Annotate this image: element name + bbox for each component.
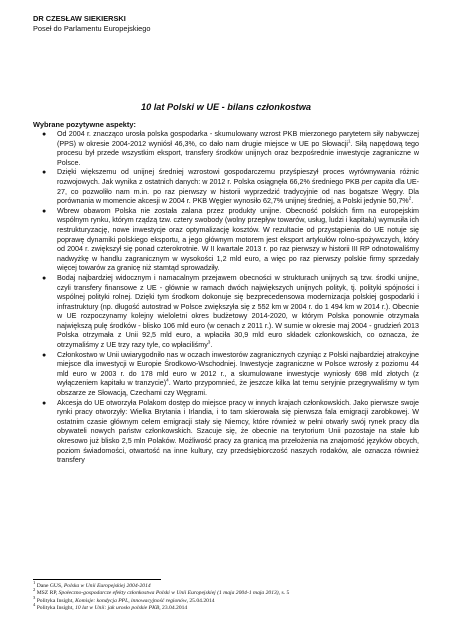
text-segment: dla UE-27, co pozwoliło nam m.in. po raz pierwszy w historii wyprzedzić tradycyjnie od nas bogatsze Węgry. Dla porównania w momencie akcesji w 2004 r. PKB Węgier wynosiło 62,7% unijnej średniej, a Polski jedynie 50,7% (57, 177, 420, 206)
bullet-point (42, 168, 420, 206)
footnote-number: 4 (33, 602, 36, 608)
text-segment: Akcesja do UE otworzyła Polakom dostęp do miejsce pracy w innych krajach członkowskich. Jako pierwsze swoje rynki pracy otworzyły: Wielka Brytania i Irlandia, i to tam skierowała się pierwsza fala emigracji zarobkowej. W ostatnim czasie głównym celem emigracji stały się Niemcy, które również w pełni otwarły swój rynek pracy dla obywateli nowych państw członkowskich. Szacuje się, że obecnie na terytorium Unii pozostaje na stałe lub okresowo już blisko 2,5 mln Polaków. Możliwość pracy za granicą ma przełożenia na znajomość języków obcych, pozіom świadomości, otwartość na inne kultury, czy przedsiębiorczość naszych rodaków, ale oznacza również transfery (57, 398, 419, 465)
footnote-ref: 2 (408, 195, 412, 201)
text-segment: Od 2004 r. znacząco urosła polska gospodarka - skumulowany wzrost PKB mierzonego parytetem siły nabywczej (PPS) w okresie 2004-2012 wyniósł 46,3%, co dało nam drugie miejsce w UE po Słowacji (57, 130, 419, 148)
text-segment: Polityka Insight, (35, 605, 76, 612)
bullet-point (42, 130, 419, 168)
footnote-number: 3 (33, 594, 36, 600)
text-segment: Dane GUS, (35, 583, 64, 589)
text-segment: . (210, 341, 213, 350)
footnote-list (33, 580, 419, 613)
footnote (33, 587, 419, 597)
bullet-icon: ● (42, 207, 47, 215)
italic-text: Społeczno-gospodarcze efekty członkostwa Polski w Unii Europejskiej (1 maja 2004-1 maja 2013) (58, 590, 279, 597)
italic-text: per capita (361, 177, 394, 186)
bullet-point (42, 206, 419, 274)
text-segment: Wbrew obawom Polska nie została zalana przez produkty unijne. Obecność polskich firm na europejskim wspólnym rynku, którym rządzą tzw. cztery swobody (wolny przepływ towarów, usług, ludzi i kapitału) wymusiła ich restrukturyzację, nowe inwestycje oraz optymalizację kosztów. W rezultacie od przystąpienia do UE notuje się poprawę dynamiki polskiego eksportu, a jego głównym motorem jest eksport artykułów rolno-spożywczych, który od 2004 r. zwiększył się ponad czterokrotnie. W II kwartale 2013 r. po raz pierwszy w historii III RP odnotowaliśmy nadwyżkę w handlu zagranicznym w wysokości 1,2 mld euro, a więc po raz pierwszy polskie firmy sprzedały więcej towarów za granicę niż stamtąd sprowadziły. (57, 206, 419, 273)
text-segment: Bodaj najbardziej widocznym i namacalnym przejawem obecności w strukturach unijnych są tzw. środki unijne, czyli transfery finansowe z UE - głównie w ramach dwóch największych unijnych polityk, tj. polityki spójności i wspólnej polityki rolnej. Dzięki tym środkom dokonuje się bezprecedensowa modernizacja polskiej gospodarki i infrastruktury (np. długość autostrad w Polsce zwiększyła się z 552 km w 2004 r. do 1 494 km w 2014 r.). Obecnie w UE rozpoczynamy kolejny wieloletni okres budżetowy 2014-2020, w którym Polska ponownie otrzymała największą pulę środków - blisko 106 mld euro (w cenach z 2011 r.). W sumie w okresie maj 2004 - grudzień 2013 Polska otrzymała z Unii 92,5 mld euro, a wpłaciła 30,9 mld euro składek członkowskich, co oznacza, że otrzymaliśmy z UE trzy razy tyle, co wpłaciliśmy (57, 273, 419, 350)
text-segment: MSZ RP, (35, 590, 59, 597)
footnote-ref: 4 (166, 378, 169, 384)
bullet-icon: ● (42, 169, 47, 177)
footnote (33, 602, 419, 612)
footnotes (33, 579, 419, 613)
bullet-point (42, 273, 419, 351)
bullet-icon: ● (42, 399, 47, 407)
italic-text: 10 lat w Unii: jak urosło polskie PKB (75, 605, 160, 612)
text-segment: Polityka Insight, (35, 597, 76, 604)
text-segment: , 23.04.2014 (159, 605, 188, 612)
bullet-point (42, 398, 419, 466)
footnote-number: 2 (33, 587, 36, 593)
bullet-point (42, 350, 419, 399)
text-segment: Członkostwo w Unii uwiarygodniło nas w oczach inwestorów zagranicznych czyniąc z Polski najbardziej atrakcyjne miejsce dla inwestycji w Europie Środkowo-Wschodniej. Inwestycje zagraniczne w Polsce wzrosły z poziomu 44 mld euro w 2003 r. do 178 mld euro w 2012 r., a skumulowane inwestycje wyniosły 698 mld złotych (z wyłączeniem kapitału w tranzycie) (57, 350, 419, 388)
text-segment: . Siłą napędową tego procesu był przede wszystkim eksport, transfery środków unijnych oraz bezpośrednie inwestycje zagraniczne w Polsce. (57, 139, 419, 167)
points-list (33, 130, 419, 466)
italic-text: Polska w Unii Europejskiej 2004-2014 (63, 583, 151, 589)
text-segment: Dzięki większemu od unijnej średniej wzrostowi gospodarczemu przyśpieszył proces wyrównywania różnic rozwojowych. Jak wynika z ostatnich danych: w 2012 r. Polska osiągnęła 66,2% średniego PKB (57, 168, 419, 186)
bullet-icon: ● (42, 131, 47, 138)
author-name: DR CZESŁAW SIEKIERSKI (33, 14, 126, 23)
footnote-ref: 3 (207, 339, 211, 345)
section-heading: Wybrane pozytywne aspekty: (33, 120, 136, 129)
author-role: Poseł do Parlamentu Europejskiego (33, 24, 151, 33)
text-segment: . (411, 197, 414, 206)
document-title: 10 lat Polski w UE - bilans członkostwa (140, 102, 312, 112)
italic-text: Komisje: kondycja PPL, innowacyjność regionów (75, 597, 187, 604)
text-segment: , 25.04.2014 (186, 597, 215, 604)
author-block (33, 14, 419, 34)
text-segment: . Warto przypomnieć, że jeszcze kilka lat temu seryjnie przegrywaliśmy w tym obszarze ze Słowacją, Czechami czy Węgrami. (57, 379, 419, 398)
bullet-icon: ● (42, 351, 47, 359)
footnote-divider (33, 579, 161, 580)
text-segment: , s. 5 (278, 590, 290, 597)
footnote-ref: 1 (348, 138, 351, 144)
footnote-number: 1 (33, 580, 36, 586)
bullet-icon: ● (42, 274, 47, 282)
